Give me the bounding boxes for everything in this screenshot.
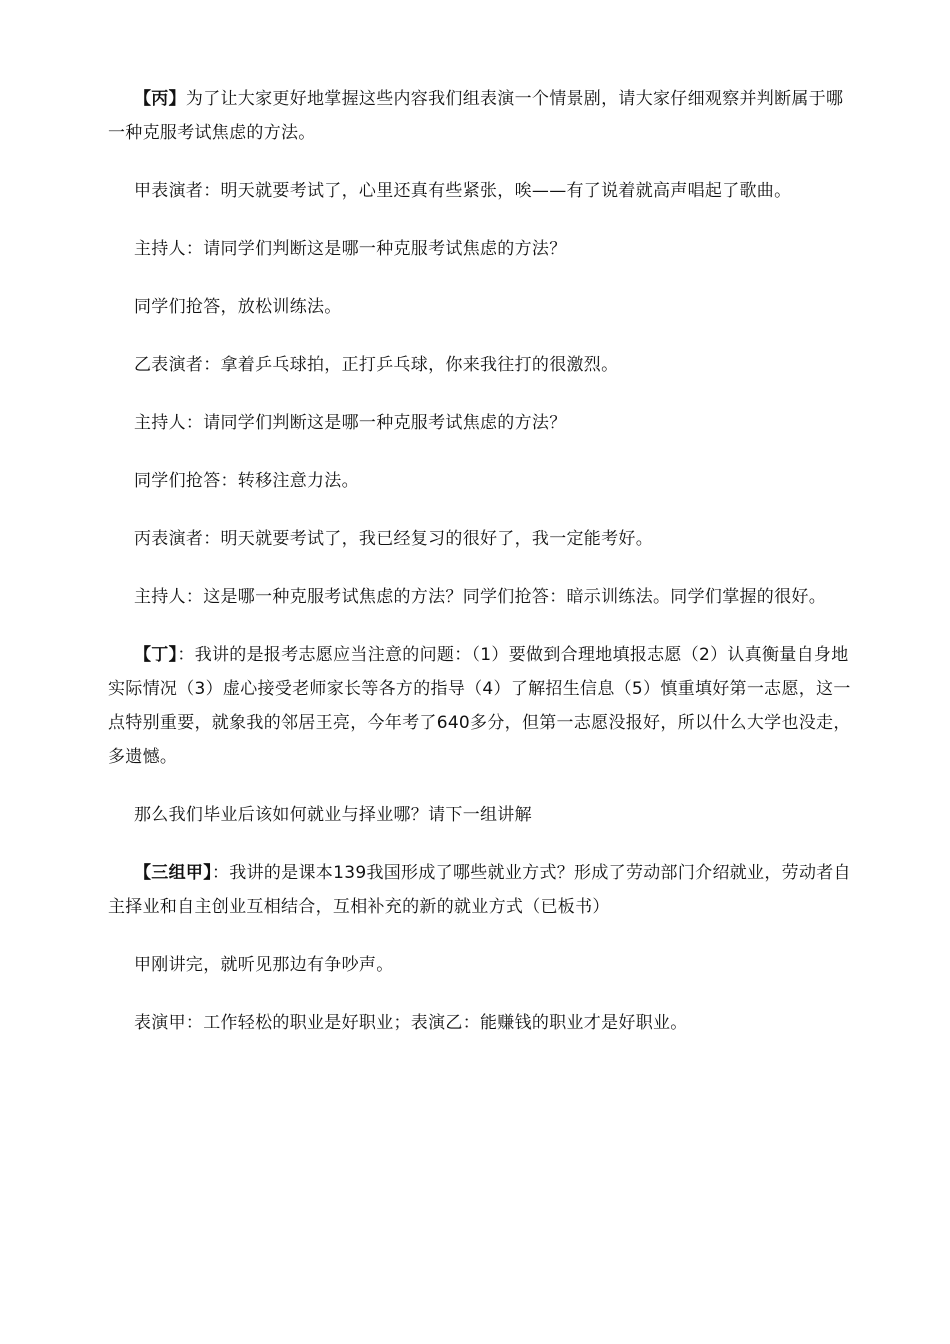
paragraph-text: 主持人：请同学们判断这是哪一种克服考试焦虑的方法？ [134, 239, 567, 259]
paragraph-text: 主持人：这是哪一种克服考试焦虑的方法？同学们抢答：暗示训练法。同学们掌握的很好。 [134, 587, 826, 607]
paragraph-performers-debate [108, 1006, 860, 1040]
section-marker-bing: 【丙】 [134, 89, 186, 109]
paragraph-text: 甲表演者：明天就要考试了，心里还真有些紧张，唉——有了说着就高声唱起了歌曲。 [134, 181, 792, 201]
paragraph-host-question-1 [108, 232, 860, 266]
paragraph-ding-application-advice [108, 638, 860, 774]
paragraph-text: ：我讲的是课本139我国形成了哪些就业方式？形成了劳动部门介绍就业，劳动者自主择业和自主创业互相结合，互相补充的新的就业方式（已板书） [108, 863, 851, 917]
paragraph-text: 那么我们毕业后该如何就业与择业哪？请下一组讲解 [134, 805, 532, 825]
paragraph-students-answer-1 [108, 290, 860, 324]
paragraph-text: 主持人：请同学们判断这是哪一种克服考试焦虑的方法？ [134, 413, 567, 433]
paragraph-bing-skit-intro [108, 82, 860, 150]
paragraph-performer-a [108, 174, 860, 208]
paragraph-text: 丙表演者：明天就要考试了，我已经复习的很好了，我一定能考好。 [134, 529, 653, 549]
paragraph-host-question-3 [108, 580, 860, 614]
paragraph-argument-heard [108, 948, 860, 982]
paragraph-text: 乙表演者：拿着乒乓球拍，正打乒乓球，你来我往打的很激烈。 [134, 355, 619, 375]
paragraph-text: 甲刚讲完，就听见那边有争吵声。 [134, 955, 394, 975]
section-marker-ding: 【丁】 [134, 645, 178, 665]
paragraph-host-question-2 [108, 406, 860, 440]
paragraph-students-answer-2 [108, 464, 860, 498]
paragraph-text: ：我讲的是报考志愿应当注意的问题：（1）要做到合理地填报志愿（2）认真衡量自身地实际情况（3）虚心接受老师家长等各方的指导（4）了解招生信息（5）慎重填好第一志愿，这一点特别重要，就象我的邻居王亮，今年考了640多分，但第一志愿没报好，所以什么大学也没走，多遗憾。 [108, 645, 851, 767]
paragraph-text: 为了让大家更好地掌握这些内容我们组表演一个情景剧，请大家仔细观察并判断属于哪一种克服考试焦虑的方法。 [108, 89, 844, 143]
paragraph-group-three-a [108, 856, 860, 924]
paragraph-performer-b [108, 348, 860, 382]
paragraph-text: 同学们抢答，放松训练法。 [134, 297, 342, 317]
paragraph-text: 表演甲：工作轻松的职业是好职业；表演乙：能赚钱的职业才是好职业。 [134, 1013, 688, 1033]
paragraph-text: 同学们抢答：转移注意力法。 [134, 471, 359, 491]
paragraph-performer-c [108, 522, 860, 556]
paragraph-transition [108, 798, 860, 832]
section-marker-group-three-a: 【三组甲】 [134, 863, 212, 883]
document-body [108, 82, 860, 1040]
